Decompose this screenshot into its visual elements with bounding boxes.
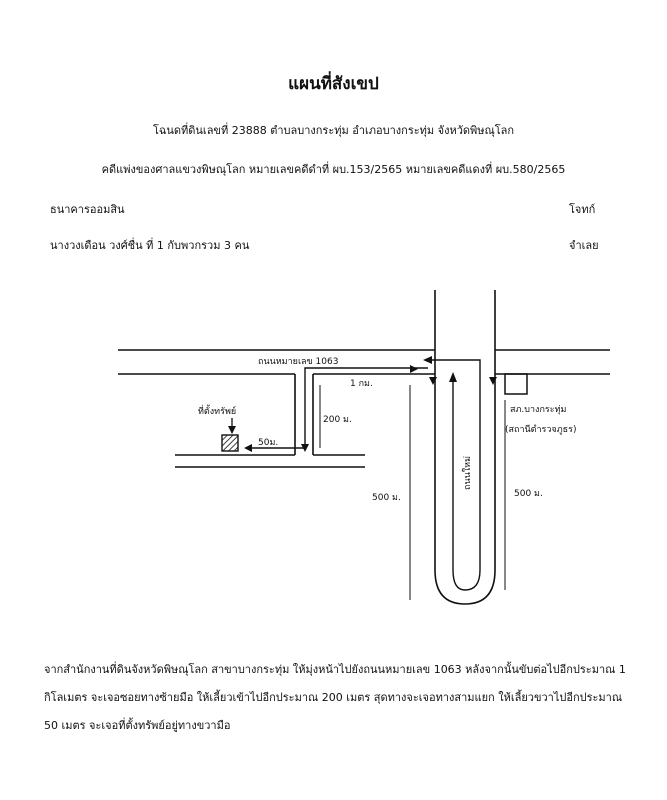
defendant-role: จำเลย: [569, 239, 599, 252]
side-road: [295, 374, 313, 455]
road-vertical-outer: [435, 290, 495, 604]
arrow-left-2: [244, 444, 252, 452]
deed-line: โฉนดที่ดินเลขที่ 23888 ตำบลบางกระทุ่ม อำเภอบางกระทุ่ม จังหวัดพิษณุโลก: [152, 124, 515, 137]
route-path: [248, 360, 480, 590]
label-property: ที่ตั้งทรัพย์: [198, 407, 237, 417]
arrow-up: [449, 372, 457, 382]
road-outlines: [118, 290, 610, 604]
label-road-vertical: ถนนใหม่: [463, 455, 473, 490]
label-200m: 200 ม.: [323, 415, 352, 425]
label-landmark-2: (สถานีตำรวจภูธร): [505, 425, 577, 435]
page-title: แผนที่สังเขป: [288, 74, 379, 94]
plaintiff-role: โจทก์: [569, 203, 596, 216]
label-1km: 1 กม.: [350, 379, 373, 389]
arrowheads: [244, 356, 497, 452]
road-1063: [118, 350, 610, 374]
property-pointer-head: [228, 426, 236, 434]
label-500m-right: 500 ม.: [514, 489, 543, 499]
plaintiff-name: ธนาคารออมสิน: [50, 203, 125, 216]
bottom-road: [175, 455, 365, 467]
route-line-2: [248, 368, 428, 448]
case-line: คดีแพ่งของศาลแขวงพิษณุโลก หมายเลขคดีดำที่ ผบ.153/2565 หมายเลขคดีแดงที่ ผบ.580/2565: [101, 163, 566, 176]
directions-paragraph: จากสำนักงานที่ดินจังหวัดพิษณุโลก สาขาบางกระทุ่ม ให้มุ่งหน้าไปยังถนนหมายเลข 1063 หลังจากนั้นขับต่อไปอีกประมาณ 1 กิโลเมตร จะเจอซอยทางซ้ายมือ ให้เลี้ยวเข้าไปอีกประมาณ 200 เมตร สุดทางจะเจอทางสามแยก ให้เลี้ยวขวาไปอีกประมาณ 50 เมตร จะเจอที่ตั้งทรัพย์อยู่ทางขวามือ: [44, 663, 626, 732]
label-road: ถนนหมายเลข 1063: [258, 357, 339, 367]
label-50m: 50ม.: [258, 438, 279, 448]
label-landmark-1: สภ.บางกระทุ่ม: [510, 405, 567, 415]
map-labels: [198, 357, 577, 503]
arrow-right-top: [410, 365, 418, 373]
property-marker: [222, 435, 238, 451]
label-500m-left: 500 ม.: [372, 493, 401, 503]
landmark-box: [505, 374, 527, 394]
arrow-left-1: [423, 356, 432, 364]
defendant-name: นางวงเดือน วงศ์ชื่น ที่ 1 กับพวกรวม 3 คน: [50, 239, 250, 252]
